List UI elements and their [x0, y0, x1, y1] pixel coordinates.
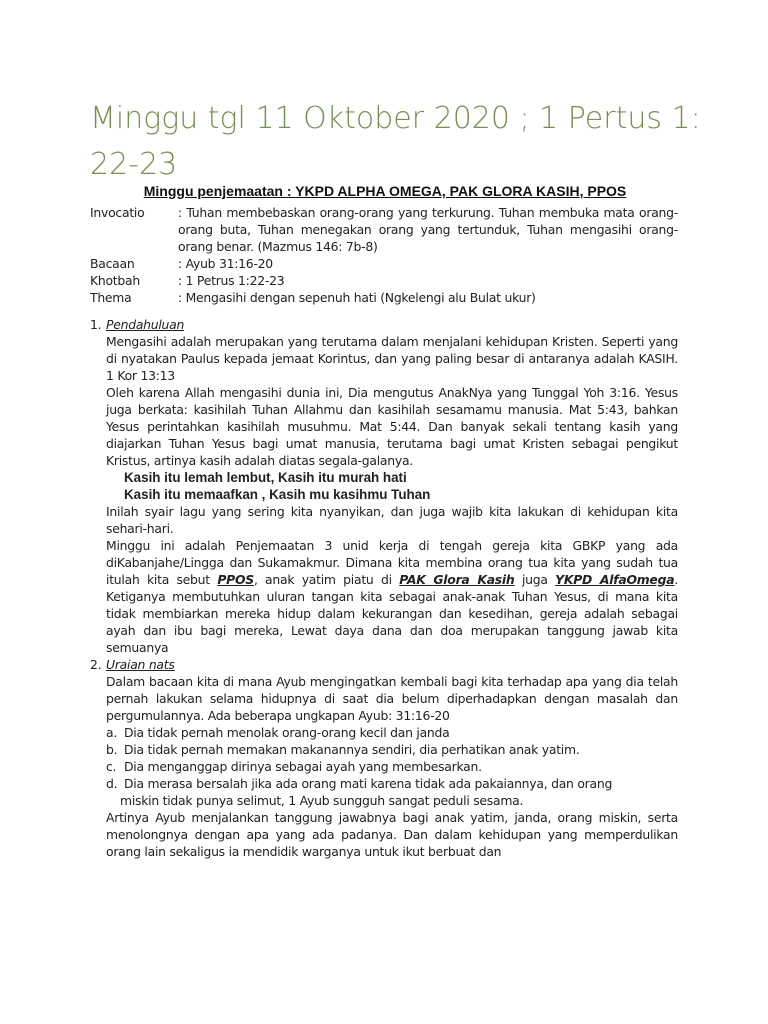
- khotbah-row: [90, 272, 678, 289]
- list-marker: b.: [106, 742, 118, 757]
- list-item-continuation: miskin tidak punya selimut, 1 Ayub sungguh sangat peduli sesama.: [120, 793, 524, 808]
- section-number: 2.: [90, 657, 102, 672]
- bacaan-row: [90, 255, 678, 272]
- list-text: Dia menganggap dirinya sebagai ayah yang membesarkan.: [124, 759, 482, 774]
- page-title: Minggu tgl 11 Oktober 2020 ; 1 Pertus 1: 22-23: [90, 101, 701, 182]
- hymn-line: Kasih itu memaafkan , Kasih mu kasihmu Tuhan: [124, 487, 431, 502]
- khotbah-text: : 1 Petrus 1:22-23: [178, 273, 285, 288]
- section-heading: [90, 656, 678, 673]
- ppos-link[interactable]: PPOS: [217, 572, 254, 587]
- invocatio-label: Invocatio: [90, 205, 145, 220]
- pak-glora-kasih-link[interactable]: PAK Glora Kasih: [399, 572, 515, 587]
- text-run: Minggu ini adalah Penjemaatan 3 unid kerja di tengah gereja kita GBKP yang ada diKabanjahe/Lingga dan Sukamakmur. Dimana kita membina orang tua kita yang sudah tua itulah kita sebut: [106, 538, 678, 587]
- invocatio-row: [90, 204, 678, 255]
- paragraph: Oleh karena Allah mengasihi dunia ini, Dia mengutus AnakNya yang Tunggal Yoh 3:16. Yesus juga berkata: kasihilah Tuhan Allahmu dan kasihilah sesamamu manusia. Mat 5:43, bahkan Yesus perintahkan kasihilah musuhmu. Mat 5:44. Dan banyak sekali tentang kasih yang diajarkan Tuhan Yesus bagi umat manusia, terutama bagi umat Kristen sebagai pengikut Kristus, artinya kasih adalah diatas segala-galanya.: [106, 385, 678, 468]
- paragraph: [90, 537, 678, 656]
- paragraph: Inilah syair lagu yang sering kita nyanyikan, dan juga wajib kita lakukan di kehidupan kita sehari-hari.: [106, 504, 678, 536]
- text-run: . Ketiganya membutuhkan uluran tangan kita sebagai anak-anak Tuhan Yesus, di mana kita tidak membiarkan mereka hidup dalam kekurangan dan kesedihan, gereja adalah sebagai ayah dan ibu bagi mereka, Lewat daya dana dan doa merupakan tanggung jawab kita semuanya: [106, 572, 679, 655]
- page-subtitle: Minggu penjemaatan : YKPD ALPHA OMEGA, PAK GLORA KASIH, PPOS: [143, 183, 627, 199]
- ayub-list: [90, 724, 678, 809]
- section-title: Pendahuluan: [106, 317, 185, 332]
- list-marker: c.: [106, 759, 117, 774]
- list-item: [90, 775, 678, 792]
- list-marker: a.: [106, 725, 118, 740]
- list-item: [90, 724, 678, 741]
- section-number: 1.: [90, 317, 102, 332]
- list-text: Dia tidak pernah memakan makanannya sendiri, dia perhatikan anak yatim.: [124, 742, 580, 757]
- ykpd-alfaomega-link[interactable]: YKPD AlfaOmega: [555, 572, 675, 587]
- text-run: juga: [514, 572, 556, 587]
- paragraph: Dalam bacaan kita di mana Ayub mengingatkan kembali bagi kita terhadap apa yang dia telah pernah lakukan selama hidupnya di saat dia belum diperhadapkan dengan masalah dan pergumulannya. Ada beberapa ungkapan Ayub: 31:16-20: [106, 674, 678, 723]
- thema-label: Thema: [90, 290, 132, 305]
- section-title: Uraian nats: [106, 657, 175, 672]
- list-text: Dia tidak pernah menolak orang-orang kecil dan janda: [124, 725, 450, 740]
- list-item: [90, 741, 678, 758]
- section-pendahuluan: [90, 316, 678, 860]
- hymn-line: Kasih itu lemah lembut, Kasih itu murah hati: [124, 470, 407, 485]
- meta-block: [90, 204, 678, 306]
- thema-text: : Mengasihi dengan sepenuh hati (Ngkelengi alu Bulat ukur): [178, 290, 536, 305]
- khotbah-label: Khotbah: [90, 273, 140, 288]
- text-run: , anak yatim piatu di: [253, 572, 400, 587]
- paragraph: Mengasihi adalah merupakan yang terutama dalam menjalani kehidupan Kristen. Seperti yang di nyatakan Paulus kepada jemaat Korintus, dan yang paling besar di antaranya adalah KASIH. 1 Kor 13:13: [106, 334, 678, 383]
- list-item: [90, 758, 678, 775]
- bacaan-text: : Ayub 31:16-20: [178, 256, 273, 271]
- thema-row: [90, 289, 678, 306]
- paragraph: Artinya Ayub menjalankan tanggung jawabnya bagi anak yatim, janda, orang miskin, serta menolongnya dengan apa yang ada padanya. Dan dalam kehidupan yang memperdulikan orang lain sekaligus ia mendidik warganya untuk ikut berbuat dan: [106, 810, 678, 859]
- section-heading: [90, 316, 678, 333]
- invocatio-text: : Tuhan membebaskan orang-orang yang terkurung. Tuhan membuka mata orang-orang buta, Tuhan menegakan orang yang tertunduk, Tuhan mengasihi orang-orang benar. (Mazmus 146: 7b-8): [178, 205, 678, 254]
- list-text: Dia merasa bersalah jika ada orang mati karena tidak ada pakaiannya, dan orang: [124, 776, 613, 791]
- list-marker: d.: [106, 776, 118, 791]
- bacaan-label: Bacaan: [90, 256, 135, 271]
